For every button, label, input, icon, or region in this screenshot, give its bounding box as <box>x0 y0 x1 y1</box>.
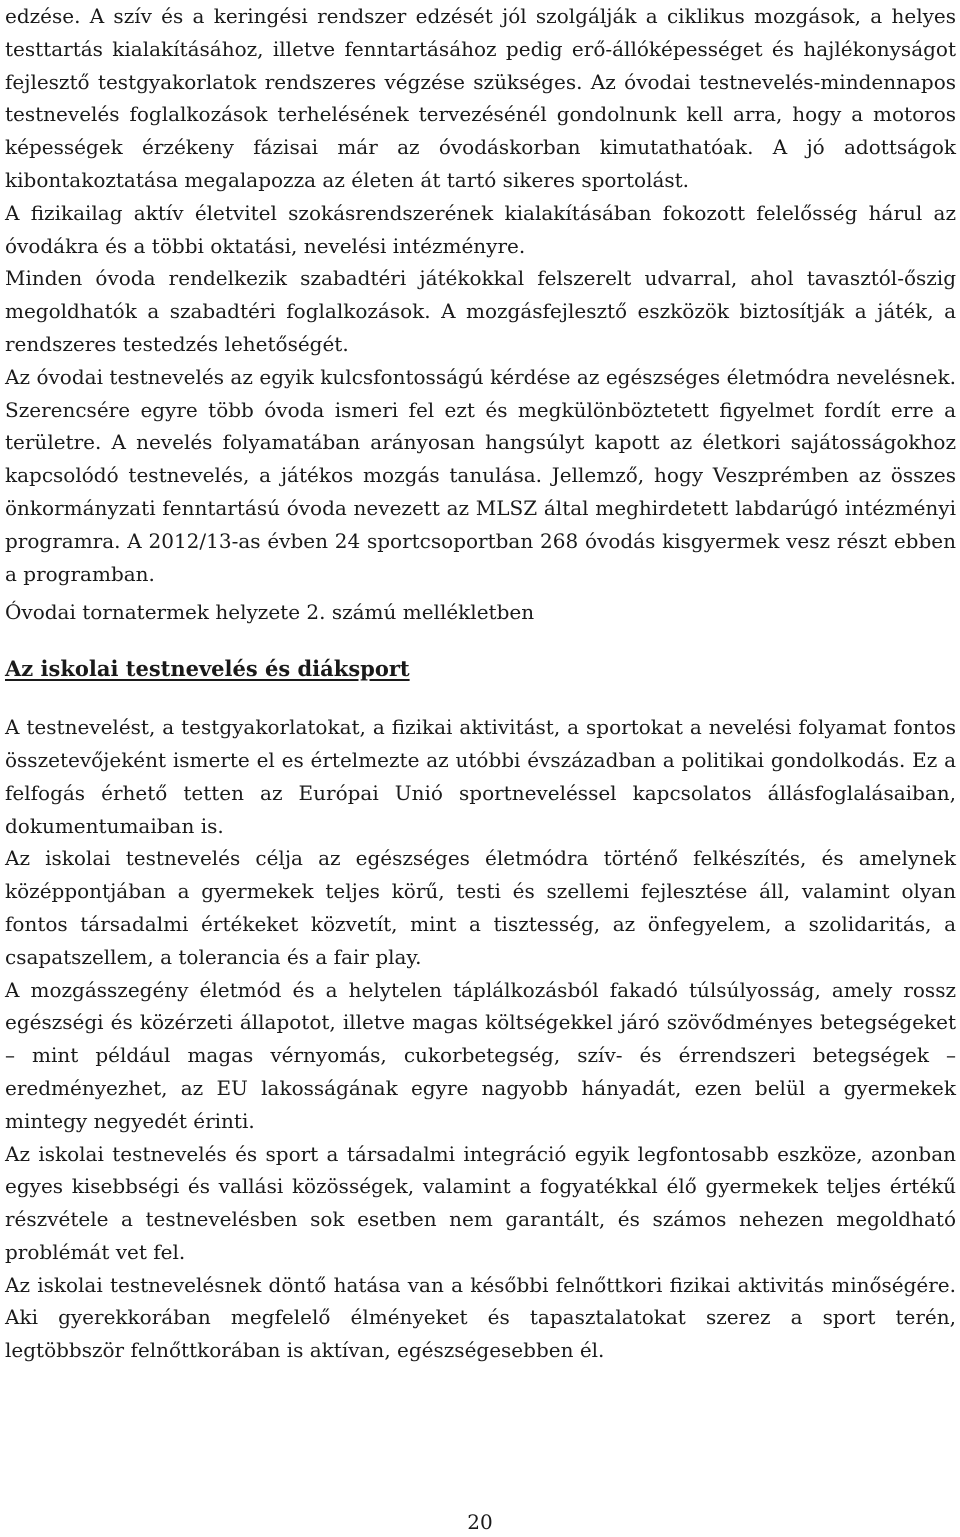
document-page <box>5 0 956 1367</box>
body-paragraph: edzése. A szív és a keringési rendszer edzését jól szolgálják a ciklikus mozgások, a helyes testtartás kialakításához, illetve fenntartásához pedig erő-állóképességet és hajlékonyságot fejlesztő testgyakorlatok rendszeres végzése szükséges. Az óvodai testnevelés-mindennapos testnevelés foglalkozások terhelésének tervezésénél gondolnunk kell arra, hogy a motoros képességek érzékeny fázisai már az óvodáskorban kimutathatóak. A jó adottságok kibontakoztatása megalapozza az életen át tartó sikeres sportolást. <box>5 4 956 192</box>
body-paragraph: A testnevelést, a testgyakorlatokat, a fizikai aktivitást, a sportokat a nevelési folyamat fontos összetevőjeként ismerte el es értelmezte az utóbbi évszázadban a politikai gondolkodás. Ez a felfogás érhető tetten az Európai Unió sportneveléssel kapcsolatos állásfoglalásaiban, dokumentumaiban is. <box>5 715 956 838</box>
page-number: 20 <box>467 1510 493 1534</box>
body-paragraph: A mozgásszegény életmód és a helytelen táplálkozásból fakadó túlsúlyosság, amely rossz egészségi és közérzeti állapotot, illetve magas költségekkel járó szövődményes betegségeket – mint például magas vérnyomás, cukorbetegség, szív- és érrendszeri betegségek – eredményezhet, az EU lakosságának egyre nagyobb hányadát, ezen belül a gyermekek mintegy negyedét érinti. <box>5 977 956 1133</box>
body-paragraph: Az óvodai testnevelés az egyik kulcsfontosságú kérdése az egészséges életmódra nevelésnek. Szerencsére egyre több óvoda ismeri fel ezt és megkülönböztetett figyelmet fordít erre a területre. A nevelés folyamatában arányosan hangsúlyt kapott az életkori sajátosságokhoz kapcsolódó testnevelés, a játékos mozgás tanulása. Jellemző, hogy Veszprémben az összes önkormányzati fenntartású óvoda nevezett az MLSZ által meghirdetett labdarúgó intézményi programra. A 2012/13-as évben 24 sportcsoportban 268 óvodás kisgyermek vesz részt ebben a programban. <box>5 364 956 586</box>
annex-note: Óvodai tornatermek helyzete 2. számú mellékletben <box>5 600 535 625</box>
body-paragraph: Minden óvoda rendelkezik szabadtéri játékokkal felszerelt udvarral, ahol tavasztól-őszig megoldhatók a szabadtéri foglalkozások. A mozgásfejlesztő eszközök biztosítják a játék, a rendszeres testedzés lehetőségét. <box>5 266 956 356</box>
body-paragraph: A fizikailag aktív életvitel szokásrendszerének kialakításában fokozott felelősség hárul az óvodákra és a többi oktatási, nevelési intézményre. <box>5 200 956 258</box>
section-heading: Az iskolai testnevelés és diáksport <box>5 656 410 682</box>
body-paragraph: Az iskolai testnevelésnek döntő hatása van a későbbi felnőttkori fizikai aktivitás minőségére. Aki gyerekkorában megfelelő élményeket és tapasztalatokat szerez a sport terén, legtöbbször felnőttkorában is aktívan, egészségesebben él. <box>5 1272 956 1363</box>
body-paragraph: Az iskolai testnevelés célja az egészséges életmódra történő felkészítés, és amelynek középpontjában a gyermekek teljes körű, testi és szellemi fejlesztése áll, valamint olyan fontos társadalmi értékeket közvetít, mint a tisztesség, az önfegyelem, a szolidaritás, a csapatszellem, a tolerancia és a fair play. <box>5 846 956 969</box>
body-paragraph: Az iskolai testnevelés és sport a társadalmi integráció egyik legfontosabb eszköze, azonban egyes kisebbségi és vallási közösségek, valamint a fogyatékkal élő gyermekek teljes értékű részvétele a testnevelésben sok esetben nem garantált, és számos nehezen megoldható problémát vet fel. <box>5 1141 956 1264</box>
